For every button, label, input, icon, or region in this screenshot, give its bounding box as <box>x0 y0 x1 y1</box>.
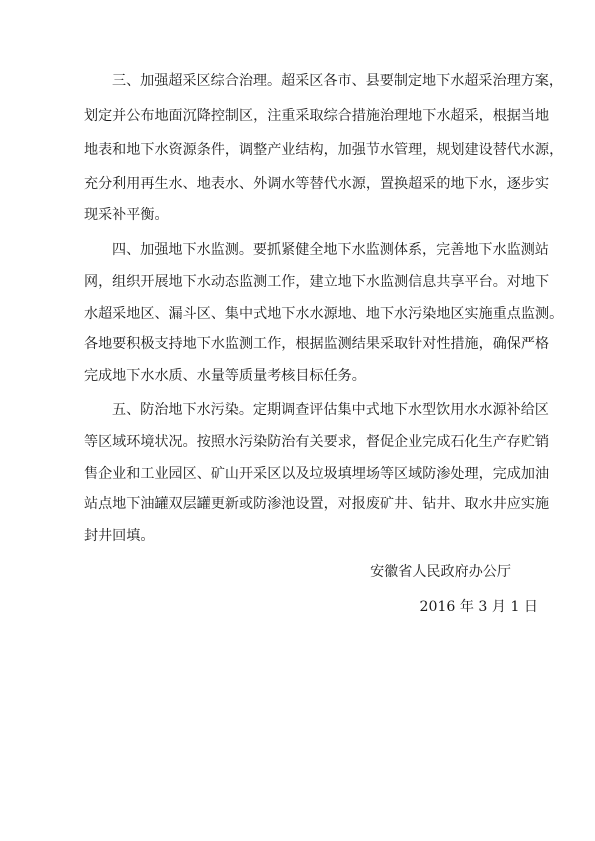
paragraph-3-line-3: 售企业和工业园区、矿山开采区以及垃圾填埋场等区域防渗处理，完成加油 <box>84 466 550 482</box>
paragraph-3-line-2: 等区域环境状况。按照水污染防治有关要求，督促企业完成石化生产存贮销 <box>84 434 550 450</box>
issuing-authority: 安徽省人民政府办公厅 <box>370 564 511 580</box>
paragraph-1-line-1: 三、加强超采区综合治理。超采区各市、县要制定地下水超采治理方案， <box>112 73 563 89</box>
paragraph-1-line-5: 现采补平衡。 <box>84 207 169 223</box>
paragraph-2-line-5: 完成地下水水质、水量等质量考核目标任务。 <box>84 368 366 384</box>
paragraph-2-line-2: 网，组织开展地下水动态监测工作，建立地下水监测信息共享平台。对地下 <box>84 274 550 290</box>
paragraph-1-line-3: 地表和地下水资源条件，调整产业结构，加强节水管理，规划建设替代水源， <box>84 142 564 158</box>
paragraph-2-line-1: 四、加强地下水监测。要抓紧健全地下水监测体系，完善地下水监测站 <box>112 242 549 258</box>
paragraph-1-line-4: 充分利用再生水、地表水、外调水等替代水源，置换超采的地下水，逐步实 <box>84 176 550 192</box>
paragraph-2-line-3: 水超采地区、漏斗区、集中式地下水水源地、地下水污染地区实施重点监测。 <box>84 306 564 322</box>
paragraph-3-line-1: 五、防治地下水污染。定期调查评估集中式地下水型饮用水水源补给区 <box>112 402 549 418</box>
paragraph-3-line-4: 站点地下油罐双层罐更新或防渗池设置，对报废矿井、钻井、取水井应实施 <box>84 496 550 512</box>
paragraph-3-line-5: 封井回填。 <box>84 528 155 544</box>
issue-date: 2016 年 3 月 1 日 <box>419 599 538 615</box>
paragraph-2-line-4: 各地要积极支持地下水监测工作，根据监测结果采取针对性措施，确保严格 <box>84 336 550 352</box>
paragraph-1-line-2: 划定并公布地面沉降控制区，注重采取综合措施治理地下水超采，根据当地 <box>84 108 550 124</box>
